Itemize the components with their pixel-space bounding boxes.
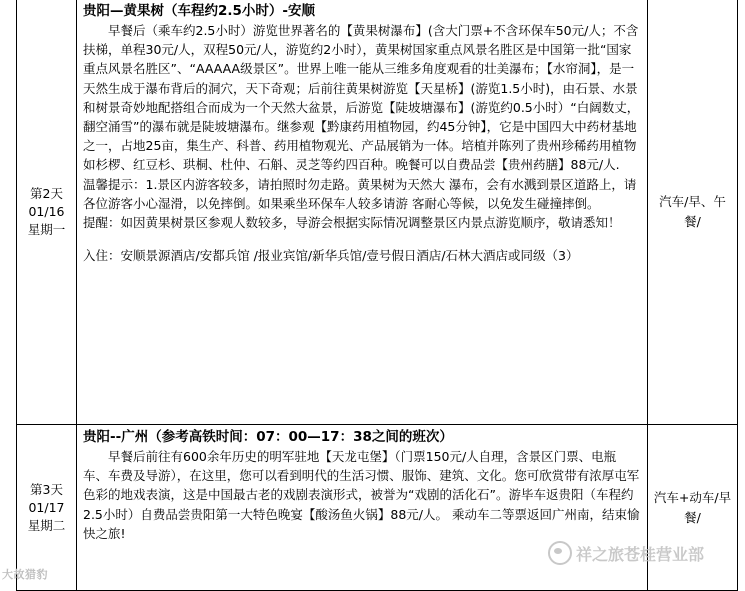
day-label: 第3天 bbox=[30, 481, 63, 497]
date-label: 01/17 bbox=[28, 499, 65, 515]
itinerary-row-day3 bbox=[17, 425, 738, 591]
route-title: 贵阳--广州（参考高铁时间：07：00—17：38之间的班次） bbox=[83, 429, 453, 445]
itinerary-row-day2 bbox=[17, 0, 738, 425]
date-label: 01/16 bbox=[28, 203, 65, 219]
itinerary-description: 早餐后前往有600余年历史的明军驻地【天龙屯堡】（门票150元/人自理，含景区门票、电瓶车、车费及导游），在这里，您可以看到明代的生活习惯、服饰、建筑、文化。您可欣赏带有浓厚屯军色彩的地戏表演，这是中国最古老的戏剧表演形式，被誉为“戏剧的活化石”。游毕车返贵阳（车程约2.5小时）自费品尝贵阳第一大特色晚宴【酸汤鱼火锅】88元/人。 乘动车二等票返回广州南，结束愉快之旅! bbox=[83, 449, 640, 541]
itinerary-content bbox=[77, 0, 648, 425]
transport-meal-cell: 汽车+动车/早餐/ bbox=[648, 425, 738, 591]
watermark-left: 大故猎豹 bbox=[2, 568, 48, 581]
watermark-text: 祥之旅苍桂营业部 bbox=[576, 544, 705, 564]
hotel-info: 入住：安顺景源酒店/安都兵馆 /报业宾馆/新华兵馆/壹号假日酒店/石林大酒店或同级（3） bbox=[83, 248, 579, 264]
spacer bbox=[83, 232, 641, 246]
day-cell bbox=[17, 0, 77, 425]
itinerary-content bbox=[77, 425, 648, 591]
watermark-right bbox=[548, 541, 704, 565]
wechat-icon bbox=[548, 541, 572, 565]
weekday-label: 星期二 bbox=[27, 517, 66, 533]
itinerary-table bbox=[16, 0, 738, 591]
itinerary-description: 早餐后（乘车约2.5小时）游览世界著名的【黄果树瀑布】(含大门票+不含环保车50元/人；不含扶梯，单程30元/人，双程50元/人，游览约2小时），黄果树国家重点风景名胜区是中国第一批“国家重点风景名胜区”、“AAAAA级景区”。世界上唯一能从三维多角度观看的壮美瀑布；【水帘洞】，是一天然生成于瀑布背后的洞穴，天下奇观；后前往黄果树游览【天星桥】(游览1.5小时)，由石景、水景和树景奇妙地配搭组合而成为一个天然大盆景，后游览【陡坡塘瀑布】(游览约0.5小时）“白阔数丈，翻空涌雪”的瀑布就是陡坡塘瀑布。继参观【黔康药用植物园，约45分钟】，它是中国四大中药材基地之一，占地25亩，集生产、科普、药用植物观光、产品展销为一体。培植并陈列了贵州珍稀药用植物如杉椤、红豆杉、珙桐、杜仲、石斛、灵芝等约四百种。晚餐可以自费品尝【贵州药膳】88元/人. bbox=[83, 23, 640, 173]
transport-meal-cell: 汽车/早、午餐/ bbox=[648, 0, 738, 425]
route-title: 贵阳—黄果树（车程约2.5小时）-安顺 bbox=[83, 3, 316, 19]
weekday-label: 星期一 bbox=[27, 221, 66, 237]
warm-tips: 温馨提示：1.景区内游客较多，请拍照时勿走路。黄果树为天然大 瀑布，会有水溅到景区道路上，请各位游客小心湿滑，以免摔倒。如果乘坐环保车人较多请游 客耐心等候，以免发生碰撞摔倒。 bbox=[83, 176, 637, 211]
reminder: 提醒：如因黄果树景区参观人数较多，导游会根据实际情况调整景区内景点游览顺序，敬请悉知！ bbox=[83, 215, 621, 231]
day-label: 第2天 bbox=[30, 185, 63, 201]
